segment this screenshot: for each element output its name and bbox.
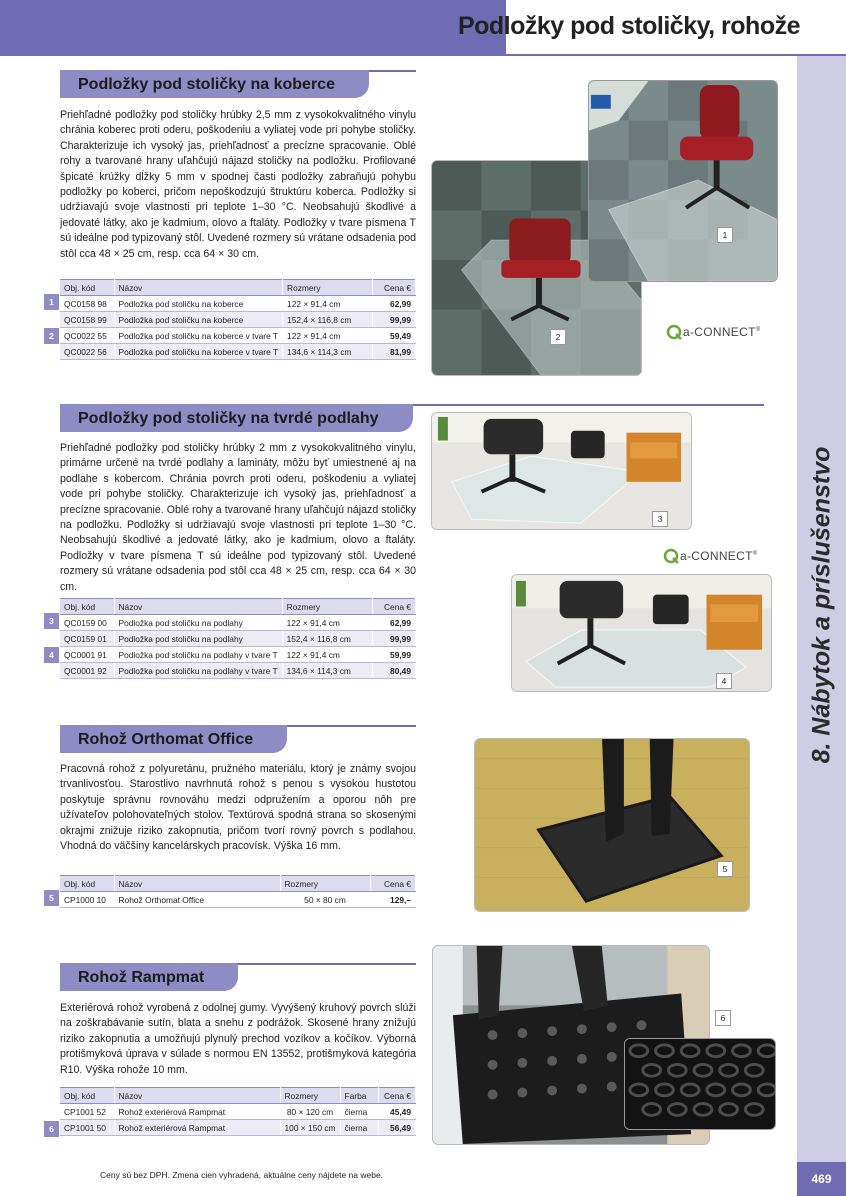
table-row — [60, 1120, 416, 1136]
product-name: Podložka pod stoličku na podlahy — [114, 615, 282, 631]
row-marker: 2 — [44, 328, 59, 344]
table-row — [60, 892, 416, 908]
section-description: Exteriérová rohož vyrobená z odolnej gumy. Vyvýšený kruhový povrch slúži na zoškrabávanie sutín, blata a snehu z podrážok. Skosené hrany znižujú riziko zakopnutia a umožňujú plynulý prechod vozíkov a kočíkov. Výborná protišmyková úprava v súlade s normou EN 13552, protišmyková kategória R10. Výška rohože 10 mm. — [60, 1002, 416, 1076]
product-size: 122 × 91,4 cm — [283, 328, 373, 344]
table-row — [60, 296, 416, 312]
product-size: 122 × 91,4 cm — [283, 296, 373, 312]
column-header: Názov — [114, 599, 282, 615]
product-table-orthomat — [60, 875, 416, 908]
photo-number-tag: 6 — [715, 1010, 731, 1026]
product-price: 59,99 — [372, 647, 415, 663]
product-name: Rohož exteriérová Rampmat — [114, 1120, 280, 1136]
photo-number-tag: 4 — [716, 673, 732, 689]
product-code: QC0022 55 — [60, 328, 114, 344]
product-size: 80 × 120 cm — [280, 1104, 340, 1120]
price-note: Ceny sú bez DPH. Zmena cien vyhradená, aktuálne ceny nájdete na webe. — [100, 1170, 384, 1180]
row-marker: 3 — [44, 613, 59, 629]
photo-number-tag: 5 — [717, 861, 733, 877]
table-row — [60, 344, 416, 360]
column-header: Obj. kód — [60, 599, 114, 615]
product-photo-floor-t-mat — [511, 574, 772, 692]
row-marker: 6 — [44, 1121, 59, 1137]
photo-number-tag: 2 — [550, 329, 566, 345]
product-name: Podložka pod stoličku na podlahy v tvare T — [114, 647, 282, 663]
column-header: Rozmery — [280, 876, 370, 892]
section-heading-rampmat — [60, 963, 416, 991]
column-header: Rozmery — [282, 599, 372, 615]
photo-number-tag: 1 — [717, 227, 733, 243]
product-price: 59,49 — [373, 328, 416, 344]
column-header: Rozmery — [283, 280, 373, 296]
product-name: Podložka pod stoličku na koberce — [114, 296, 283, 312]
product-code: CP1001 50 — [60, 1120, 114, 1136]
product-price: 129,– — [370, 892, 416, 908]
product-code: CP1000 10 — [60, 892, 114, 908]
section-heading-orthomat — [60, 725, 416, 753]
table-header-row — [60, 599, 416, 615]
product-price: 80,49 — [372, 663, 415, 679]
product-code: CP1001 52 — [60, 1104, 114, 1120]
product-name: Podložka pod stoličku na koberce v tvare T — [114, 344, 283, 360]
product-table-rampmat — [60, 1087, 416, 1136]
row-marker: 1 — [44, 294, 59, 310]
column-header: Názov — [114, 876, 280, 892]
table-row — [60, 631, 416, 647]
product-size: 152,4 × 116,8 cm — [282, 631, 372, 647]
column-header: Obj. kód — [60, 280, 114, 296]
product-size: 134,6 × 114,3 cm — [283, 344, 373, 360]
product-name: Podložka pod stoličku na podlahy — [114, 631, 282, 647]
section-description: Priehľadné podložky pod stoličky hrúbky 2,5 mm z vysokokvalitného vinylu chránia koberec proti oderu, poškodeniu a vyliatej vode pri pohybe stoličky. Charakterizuje ich vysoký jas, priehľadnosť a precízne spracovanie. Oblé rohy a tvarované hrany uľahčujú nájazd stoličky na podložku. Profilované špicaté krúžky dĺžky 5 mm v spodnej časti podložky zabraňujú pohybu podložky po koberci, pričom nepoškodzujú štruktúru koberca. Podložky si udržiavajú svoje vlastnosti pri teplote 1–30 °C. Neobsahujú škodlivé a jedovaté látky, ako je kadmium, olovo a ftaláty. Podložky v tvare písmena T sú ideálne pod typizovaný stôl. Uvedené rozmery sú vrátane odsadenia pod stôl cca 48 × 25 cm, resp. cca 64 × 30 cm. — [60, 109, 416, 260]
product-size: 122 × 91,4 cm — [282, 647, 372, 663]
q-connect-logo: a-CONNECT® — [666, 324, 760, 340]
product-table-hard-floor — [60, 598, 416, 679]
column-header: Názov — [114, 1088, 280, 1104]
table-header-row — [60, 280, 416, 296]
product-price: 99,99 — [373, 312, 416, 328]
column-header: Cena € — [373, 280, 416, 296]
column-header: Obj. kód — [60, 876, 114, 892]
section-title: Rohož Rampmat — [60, 963, 238, 991]
column-header: Obj. kód — [60, 1088, 114, 1104]
product-photo-orthomat — [474, 738, 750, 912]
product-size: 122 × 91,4 cm — [282, 615, 372, 631]
column-header: Cena € — [372, 599, 415, 615]
product-code: QC0159 00 — [60, 615, 114, 631]
product-name: Podložka pod stoličku na koberce — [114, 312, 283, 328]
product-name: Rohož exteriérová Rampmat — [114, 1104, 280, 1120]
product-photo-carpet-mat — [588, 80, 778, 282]
row-marker: 4 — [44, 647, 59, 663]
chapter-label: 8. Nábytok a príslušenstvo — [807, 446, 835, 764]
table-row — [60, 328, 416, 344]
product-size: 50 × 80 cm — [280, 892, 370, 908]
product-photo-rampmat-detail — [624, 1038, 776, 1130]
product-code: QC0158 98 — [60, 296, 114, 312]
product-price: 81,99 — [373, 344, 416, 360]
table-header-row — [60, 1088, 416, 1104]
product-table-carpet — [60, 279, 416, 360]
product-name: Podložka pod stoličku na podlahy v tvare T — [114, 663, 282, 679]
q-connect-logo-icon — [666, 324, 682, 340]
product-code: QC0158 99 — [60, 312, 114, 328]
product-price: 99,99 — [372, 631, 415, 647]
section-title: Podložky pod stoličky na koberce — [60, 70, 369, 98]
product-price: 62,99 — [373, 296, 416, 312]
table-header-row — [60, 876, 416, 892]
column-header: Názov — [114, 280, 283, 296]
product-color: čierna — [340, 1104, 378, 1120]
column-header: Rozmery — [280, 1088, 340, 1104]
product-name: Podložka pod stoličku na koberce v tvare T — [114, 328, 283, 344]
page-number: 469 — [797, 1162, 846, 1196]
product-color: čierna — [340, 1120, 378, 1136]
section-title: Podložky pod stoličky na tvrdé podlahy — [60, 404, 413, 432]
product-price: 62,99 — [372, 615, 415, 631]
q-connect-logo: a-CONNECT® — [663, 548, 757, 564]
photo-number-tag: 3 — [652, 511, 668, 527]
table-row — [60, 647, 416, 663]
product-code: QC0001 91 — [60, 647, 114, 663]
table-row — [60, 312, 416, 328]
section-description: Priehľadné podložky pod stoličky hrúbky 2 mm z vysokokvalitného vinylu, primárne určené na tvrdé podlahy a lamináty, môžu byť umiestnené aj na podlahe s kobercom. Chránia povrch proti oderu, poškodeniu a vyliatej vode pri pohybe stoličky. Charakterizuje ich vysoký jas, priehľadnosť a precízne spracovanie. Oblé rohy a tvarované hrany uľahčujú nájazd stoličky na podložku. Podložky si udržiavajú svoje vlastnosti pri teplote 1–30 °C. Neobsahujú škodlivé a jedovaté látky, ako je kadmium, olovo a ftaláty. Podložky v tvare písmena T sú ideálne pod typizovaný stôl. Uvedené rozmery sú vrátane odsadenia pod stôl cca 48 × 25 cm, resp. cca 64 × 30 cm. — [60, 442, 416, 593]
column-header: Cena € — [378, 1088, 416, 1104]
product-name: Rohož Orthomat Office — [114, 892, 280, 908]
section-heading-carpet — [60, 70, 416, 98]
product-size: 134,6 × 114,3 cm — [282, 663, 372, 679]
product-code: QC0159 01 — [60, 631, 114, 647]
column-header: Cena € — [370, 876, 416, 892]
section-description: Pracovná rohož z polyuretánu, pružného materiálu, ktorý je známy svojou trvanlivosťou. Starostlivo navrhnutá rohož s penou s vysokou hustotou poskytuje správnu rovnováhu medzi odpružením a oporou nôh pre užívateľov polohovateľných stolov. Textúrová spodná strana so skosenými okrajmi znižuje riziko zakopnutia, pričom tvorí rovný povrch s podlahou. Vhodná do väčšiny kancelárskych pracovísk. Výška 16 mm. — [60, 763, 416, 853]
row-marker: 5 — [44, 890, 59, 906]
q-connect-logo-icon — [663, 548, 679, 564]
table-row — [60, 663, 416, 679]
product-size: 100 × 150 cm — [280, 1120, 340, 1136]
table-row — [60, 1104, 416, 1120]
column-header: Farba — [340, 1088, 378, 1104]
product-price: 56,49 — [378, 1120, 416, 1136]
product-code: QC0001 92 — [60, 663, 114, 679]
product-price: 45,49 — [378, 1104, 416, 1120]
table-row — [60, 615, 416, 631]
product-code: QC0022 56 — [60, 344, 114, 360]
product-photo-floor-mat — [431, 412, 692, 530]
product-size: 152,4 × 116,8 cm — [283, 312, 373, 328]
section-title: Rohož Orthomat Office — [60, 725, 287, 753]
page-title: Podložky pod stoličky, rohože — [457, 12, 800, 40]
